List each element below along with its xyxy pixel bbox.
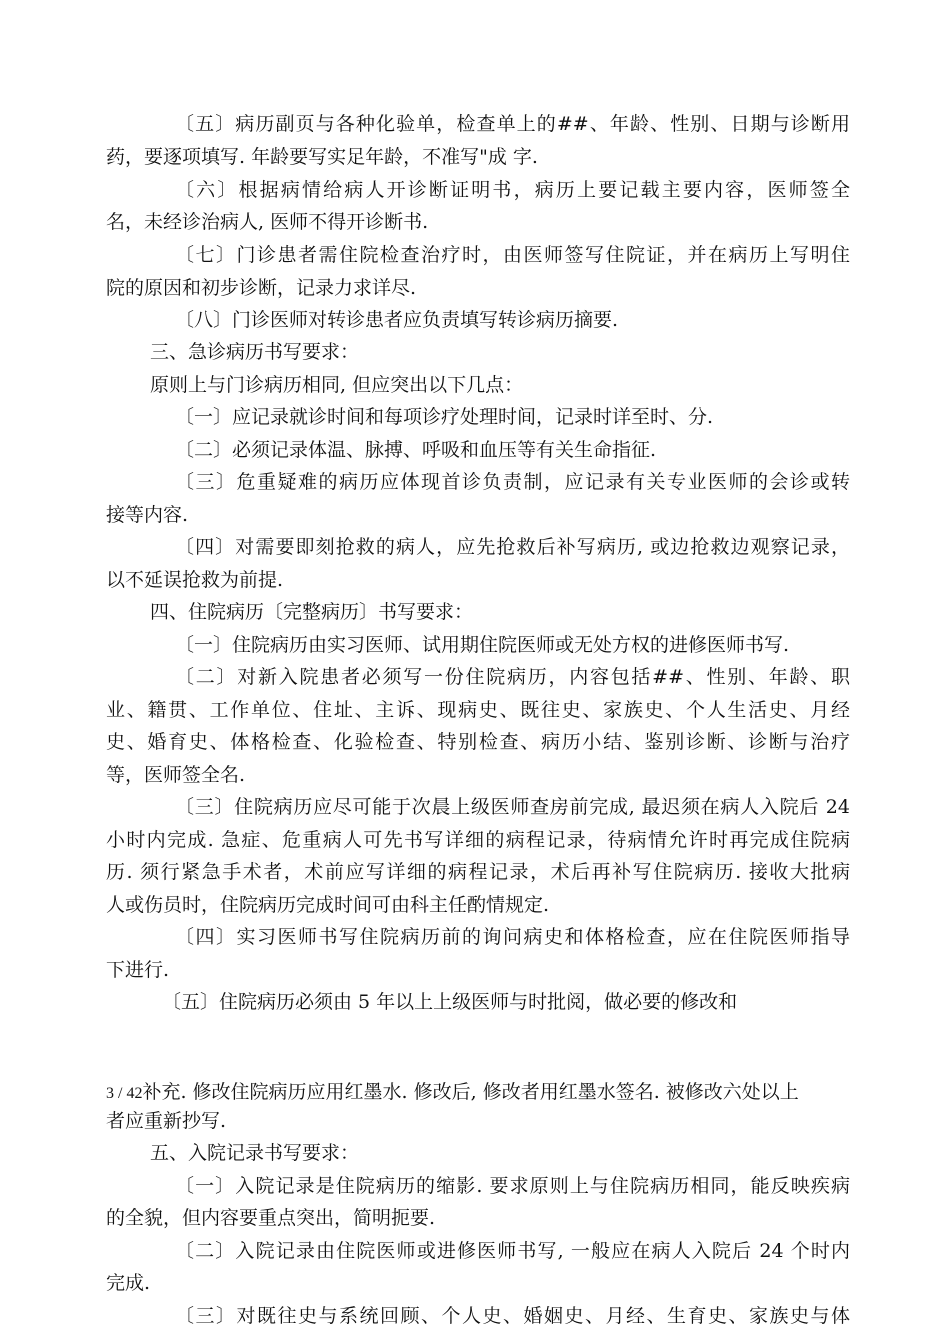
paragraph-line: 等，医师签全名. [106,764,246,786]
paragraph-line: 历. 须行紧急手术者，术前应写详细的病程记录，术后再补写住院病历. 接收大批病 [106,861,850,883]
paragraph-line: 院的原因和初步诊断，记录力求详尽. [106,277,417,299]
paragraph-line: 史、婚育史、体格检查、化验检查、特别检查、病历小结、鉴别诊断、诊断与治疗 [106,731,850,753]
section-heading: 四、住院病历〔完整病历〕书写要求： [150,601,474,623]
paragraph-line: 以不延误抢救为前提. [106,569,284,591]
paragraph-line: 人或伤员时，住院病历完成时间可由科主任酌情规定. [106,894,550,916]
paragraph-line: 名，未经诊治病人, 医师不得开诊断书. [106,211,429,233]
section-heading: 三、急诊病历书写要求： [150,341,360,363]
paragraph-line: 〔六〕根据病情给病人开诊断证明书，病历上要记载主要内容，医师签全 [175,179,850,201]
paragraph-line: 小时内完成. 急症、危重病人可先书写详细的病程记录，待病情允许时再完成住院病 [106,829,850,851]
paragraph-line: 〔一〕住院病历由实习医师、试用期住院医师或无处方权的进修医师书写. [175,634,790,656]
paragraph-line: 者应重新抄写. [106,1110,227,1132]
paragraph-line: 〔五〕住院病历必须由 5 年以上上级医师与时批阅，做必要的修改和 [162,991,738,1013]
paragraph-line: 〔八〕门诊医师对转诊患者应负责填写转诊病历摘要. [175,309,619,331]
paragraph-line: 〔一〕应记录就诊时间和每项诊疗处理时间，记录时详至时、分. [175,406,714,428]
paragraph-line: 〔三〕危重疑难的病历应体现首诊负责制，应记录有关专业医师的会诊或转 [175,471,850,493]
section-heading: 五、入院记录书写要求： [150,1142,360,1164]
paragraph-line: 〔二〕入院记录由住院医师或进修医师书写, 一般应在病人入院后 24 个时内 [175,1240,850,1262]
page-footer-line [106,1079,799,1105]
paragraph-line: 下进行. [106,959,170,981]
paragraph-line: 业、籍贯、工作单位、住址、主诉、现病史、既往史、家族史、个人生活史、月经 [106,699,850,721]
paragraph-line: 〔四〕对需要即刻抢救的病人，应先抢救后补写病历, 或边抢救边观察记录， [175,536,850,558]
paragraph-line: 〔二〕对新入院患者必须写一份住院病历，内容包括##、性别、年龄、职 [175,666,850,688]
paragraph-line: 〔一〕入院记录是住院病历的缩影. 要求原则上与住院病历相同，能反映疾病 [175,1175,850,1197]
paragraph-line: 原则上与门诊病历相同, 但应突出以下几点： [150,374,524,396]
paragraph-line: 〔七〕门诊患者需住院检查治疗时，由医师签写住院证，并在病历上写明住 [175,244,850,266]
paragraph-line: 〔三〕住院病历应尽可能于次晨上级医师查房前完成, 最迟须在病人入院后 24 [175,796,850,818]
paragraph-line: 的全貌，但内容要重点突出，简明扼要. [106,1207,436,1229]
paragraph-line: 药，要逐项填写. 年龄要写实足年龄，不准写"成 字. [106,146,538,168]
page-number: 3 / 42 [106,1085,143,1102]
paragraph-line: 〔三〕对既往史与系统回顾、个人史、婚姻史、月经、生育史、家族史与体 [175,1305,850,1327]
paragraph-line: 〔五〕病历副页与各种化验单，检查单上的##、年龄、性别、日期与诊断用 [175,113,850,135]
paragraph-line: 接等内容. [106,504,189,526]
paragraph-line: 〔四〕实习医师书写住院病历前的询问病史和体格检查，应在住院医师指导 [175,926,850,948]
paragraph-line: 〔二〕必须记录体温、脉搏、呼吸和血压等有关生命指征. [175,439,657,461]
footer-text: 补充. 修改住院病历应用红墨水. 修改后, 修改者用红墨水签名. 被修改六处以上 [142,1081,799,1103]
paragraph-line: 完成. [106,1272,151,1294]
